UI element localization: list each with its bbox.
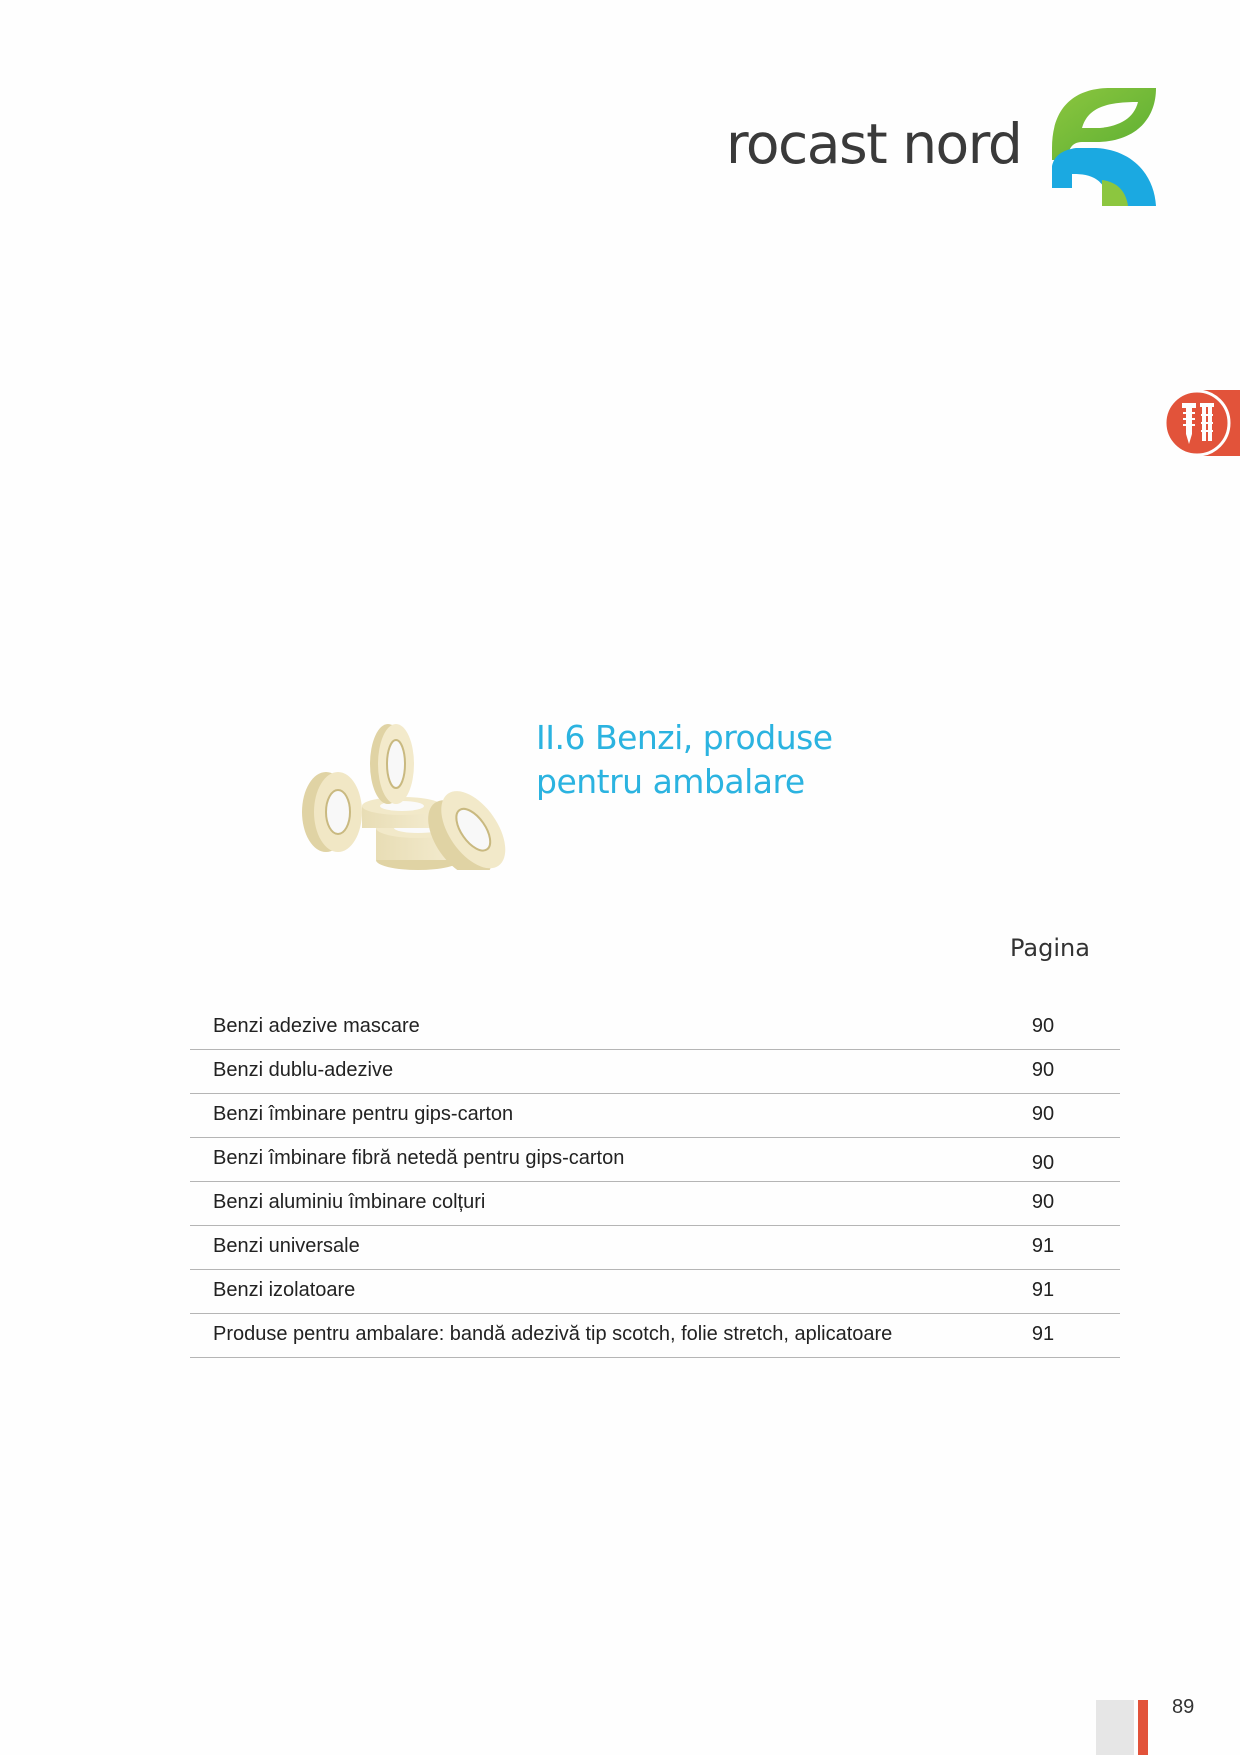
table-of-contents (190, 1006, 1120, 1358)
section-title-line-2: pentru ambalare (536, 762, 805, 801)
section-title (536, 716, 936, 804)
toc-item-page: 90 (1031, 1103, 1055, 1125)
toc-item-label: Produse pentru ambalare: bandă adezivă tip scotch, folie stretch, aplicatoare (213, 1323, 893, 1345)
page-column-header: Pagina (1010, 934, 1090, 962)
toc-item-label: Benzi izolatoare (213, 1279, 356, 1301)
tape-rolls-image (298, 720, 512, 870)
toc-row[interactable] (190, 1050, 1120, 1094)
category-tab[interactable] (1160, 390, 1240, 456)
section-title-line-1: II.6 Benzi, produse (536, 718, 833, 757)
brand-leaf-icon (1048, 82, 1158, 206)
toc-item-page: 91 (1031, 1235, 1055, 1257)
toc-row[interactable] (190, 1182, 1120, 1226)
toc-row[interactable] (190, 1094, 1120, 1138)
toc-item-label: Benzi îmbinare fibră netedă pentru gips-carton (213, 1147, 625, 1169)
toc-item-page: 91 (1031, 1323, 1055, 1345)
toc-item-label: Benzi universale (213, 1235, 360, 1257)
footer-grey-bar (1096, 1700, 1134, 1755)
toc-item-label: Benzi adezive mascare (213, 1015, 420, 1037)
page-number: 89 (1172, 1696, 1195, 1718)
brand-name: rocast nord (726, 112, 1022, 176)
toc-row[interactable] (190, 1270, 1120, 1314)
toc-item-label: Benzi aluminiu îmbinare colțuri (213, 1191, 486, 1213)
toc-row[interactable] (190, 1314, 1120, 1358)
toc-item-label: Benzi dublu-adezive (213, 1059, 394, 1081)
toc-row[interactable] (190, 1138, 1120, 1182)
footer-accent-bar (1138, 1700, 1148, 1755)
toc-row[interactable] (190, 1006, 1120, 1050)
toc-row[interactable] (190, 1226, 1120, 1270)
toc-item-page: 90 (1031, 1059, 1055, 1081)
brand-logo (722, 82, 1158, 206)
toc-item-label: Benzi îmbinare pentru gips-carton (213, 1103, 514, 1125)
toc-item-page: 90 (1031, 1152, 1055, 1174)
toc-item-page: 91 (1031, 1279, 1055, 1301)
toc-item-page: 90 (1031, 1015, 1055, 1037)
toc-item-page: 90 (1031, 1191, 1055, 1213)
